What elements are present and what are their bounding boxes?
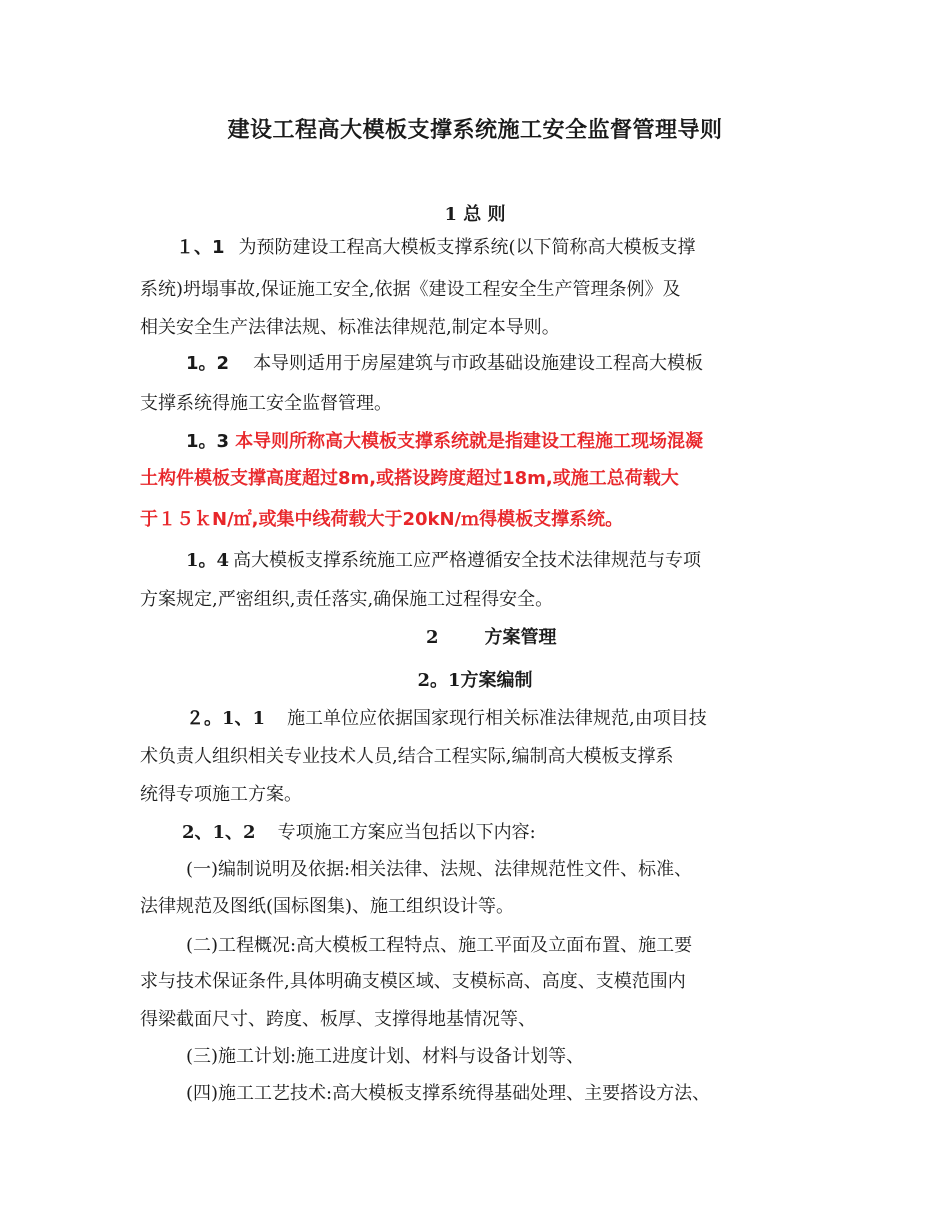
item-2-line-3: 得梁截面尺寸、跨度、板厚、支撑得地基情况等、 — [140, 1009, 536, 1030]
item-2-line-2: 求与技术保证条件,具体明确支模区域、支模标高、高度、支模范围内 — [140, 971, 686, 992]
clause-number: 2、1、2 — [182, 822, 256, 843]
section-2-heading — [426, 625, 557, 651]
clause-1-3-line-1 — [186, 429, 703, 455]
clause-1-3-line-2: 土构件模板支撑高度超过8m,或搭设跨度超过18m,或施工总荷载大 — [140, 468, 679, 489]
clause-number: １、1 — [176, 237, 225, 258]
clause-1-2-line-1 — [186, 351, 703, 377]
clause-text: 高大模板支撑系统施工应严格遵循安全技术法律规范与专项 — [233, 550, 702, 571]
document-title: 建设工程高大模板支撑系统施工安全监督管理导则 — [227, 117, 723, 143]
section-1-heading: 1 总 则 — [444, 204, 506, 225]
clause-1-1-line-3: 相关安全生产法律法规、标准法律规范,制定本导则。 — [140, 317, 560, 338]
clause-text: 为预防建设工程高大模板支撑系统(以下简称高大模板支撑 — [238, 237, 696, 258]
clause-number: 1。4 — [186, 550, 230, 571]
section-number: 2 — [426, 627, 439, 648]
item-4-line-1: (四)施工工艺技术:高大模板支撑系统得基础处理、主要搭设方法、 — [186, 1083, 711, 1104]
clause-text: 本导则适用于房屋建筑与市政基础设施建设工程高大模板 — [253, 353, 704, 374]
clause-1-4-line-2: 方案规定,严密组织,责任落实,确保施工过程得安全。 — [140, 589, 554, 610]
clause-2-1-2-line-1 — [182, 820, 536, 846]
clause-1-4-line-1 — [186, 548, 701, 574]
subsection-2-1-heading: 2。1方案编制 — [417, 670, 533, 691]
clause-1-1-line-2: 系统)坍塌事故,保证施工安全,依据《建设工程安全生产管理条例》及 — [140, 279, 681, 300]
item-1-line-2: 法律规范及图纸(国标图集)、施工组织设计等。 — [140, 896, 515, 917]
clause-1-3-line-3: 于１５ｋN/㎡,或集中线荷载大于20kN/ｍ得模板支撑系统。 — [140, 509, 624, 530]
clause-number: 1。3 — [186, 431, 230, 452]
clause-number: ２。1、1 — [186, 708, 266, 729]
clause-2-1-1-line-2: 术负责人组织相关专业技术人员,结合工程实际,编制高大模板支撑系 — [140, 746, 674, 767]
section-title: 方案管理 — [484, 627, 557, 648]
item-3-line-1: (三)施工计划:施工进度计划、材料与设备计划等、 — [186, 1046, 585, 1067]
clause-2-1-1-line-1 — [186, 706, 707, 732]
highlighted-definition-text: 本导则所称高大模板支撑系统就是指建设工程施工现场混凝 — [235, 431, 704, 452]
clause-1-2-line-2: 支撑系统得施工安全监督管理。 — [140, 393, 392, 414]
clause-1-1-line-1 — [176, 235, 696, 261]
clause-2-1-1-line-3: 统得专项施工方案。 — [140, 784, 302, 805]
item-2-line-1: (二)工程概况:高大模板工程特点、施工平面及立面布置、施工要 — [186, 935, 693, 956]
clause-text: 专项施工方案应当包括以下内容: — [277, 822, 536, 843]
clause-text: 施工单位应依据国家现行相关标准法律规范,由项目技 — [287, 708, 707, 729]
item-1-line-1: (一)编制说明及依据:相关法律、法规、法律规范性文件、标准、 — [186, 859, 693, 880]
clause-number: 1。2 — [186, 353, 230, 374]
